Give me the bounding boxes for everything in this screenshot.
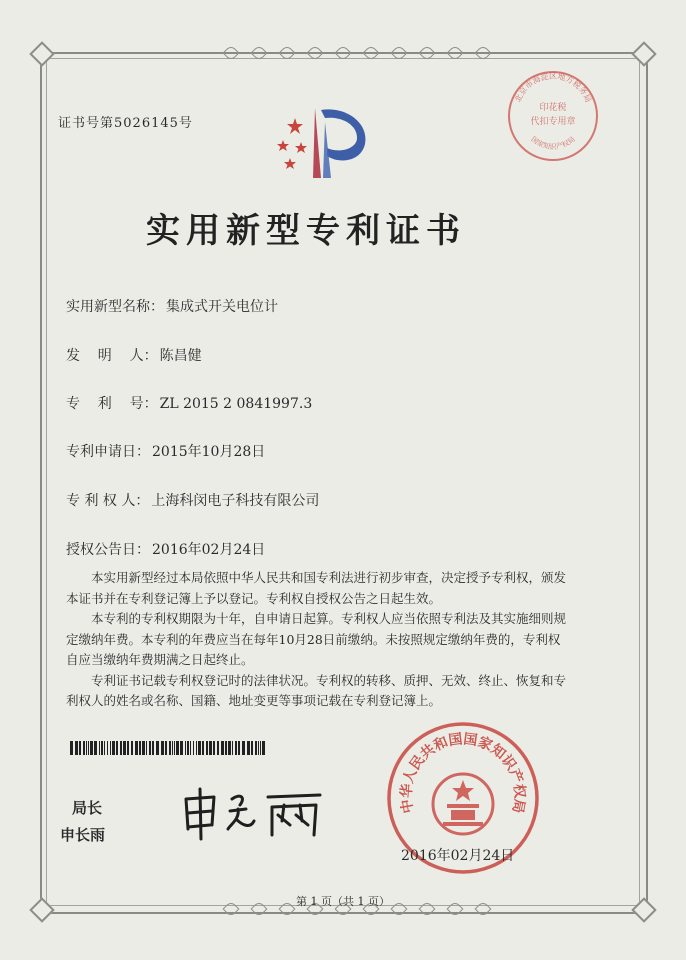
- barcode-bar: [120, 741, 122, 755]
- barcode-bar: [225, 741, 227, 755]
- svg-text:国家知识产权局: [529, 134, 576, 150]
- stamp-duty-seal: [503, 66, 603, 166]
- director-title: 局长: [72, 799, 103, 817]
- field-name: [66, 296, 278, 316]
- barcode-bar: [247, 741, 250, 755]
- barcode-bar: [187, 741, 189, 755]
- barcode-bar: [202, 741, 204, 755]
- barcode-bar: [99, 741, 100, 755]
- barcode-bar: [101, 741, 103, 755]
- border-inner-frame: [46, 58, 640, 906]
- barcode-bar: [262, 741, 265, 755]
- barcode-bar: [116, 741, 118, 755]
- barcode-bar: [107, 741, 108, 755]
- field-value: 2015年10月28日: [152, 444, 266, 460]
- barcode-bar: [86, 741, 87, 755]
- page-footer: 第 1 页（共 1 页）: [296, 895, 390, 908]
- barcode-bar: [213, 741, 215, 755]
- barcode-bar: [152, 741, 154, 755]
- barcode-bar: [127, 741, 129, 755]
- barcode-bar: [112, 741, 115, 755]
- stamp-arc-text: 北京市海淀区地方税务局: [513, 71, 593, 104]
- barcode-bar: [172, 741, 173, 755]
- barcode-bar: [165, 741, 167, 755]
- certificate-title: 实用新型专利证书: [146, 211, 466, 251]
- barcode-bar: [79, 741, 81, 755]
- barcode-bar: [196, 741, 197, 755]
- field-patent-number: [66, 393, 312, 413]
- barcode-bar: [135, 741, 138, 755]
- barcode-bar: [198, 741, 201, 755]
- barcode-bar: [251, 741, 253, 755]
- svg-text:北京市海淀区地方税务局: [512, 71, 593, 104]
- barcode-bar: [131, 741, 133, 755]
- certificate-number: 证书号第5026145号: [58, 116, 193, 131]
- field-grant-date: [66, 539, 265, 559]
- field-value: 集成式开关电位计: [166, 299, 278, 315]
- barcode-bar: [123, 741, 126, 755]
- barcode-bar: [232, 741, 233, 755]
- barcode-bar: [146, 741, 147, 755]
- body-paragraph: 专利证书记载专利权登记时的法律状况。专利权的转移、质押、无效、终止、恢复和专利权人的姓名或名称、国籍、地址变更等事项记载在专利登记簿上。: [66, 672, 567, 708]
- barcode-bar: [142, 741, 145, 755]
- barcode-bar: [190, 741, 191, 755]
- field-value: ZL 2015 2 0841997.3: [159, 396, 313, 412]
- field-label: 专 利 权 人：: [66, 493, 150, 509]
- patent-office-logo: [265, 100, 375, 185]
- barcode-bar: [161, 741, 164, 755]
- field-patentee: [66, 490, 319, 510]
- body-paragraph: 本实用新型经过本局依照中华人民共和国专利法进行初步审查，决定授予专利权，颁发本证书并在专利登记簿上予以登记。专利权自授权公告之日起生效。: [66, 570, 567, 606]
- field-inventor: [66, 345, 202, 365]
- barcode-bar: [185, 741, 186, 755]
- barcode-bar: [75, 741, 78, 755]
- barcode-bar: [206, 741, 208, 755]
- barcode-bar: [235, 741, 237, 755]
- barcode-bar: [169, 741, 171, 755]
- barcode-bar: [174, 741, 175, 755]
- field-value: 陈昌健: [159, 348, 202, 364]
- seal-date: 2016年02月24日: [401, 848, 515, 864]
- field-label: 专 利 号：: [66, 396, 158, 412]
- seal-arc-text: 中华人民共和国国家知识产权局: [398, 731, 528, 815]
- barcode-bar: [70, 741, 73, 755]
- barcode-bar: [104, 741, 105, 755]
- barcode-bar: [176, 741, 179, 755]
- barcode-bar: [255, 741, 257, 755]
- barcode-bar: [258, 741, 259, 755]
- barcode-bar: [242, 741, 245, 755]
- barcode-bar: [149, 741, 151, 755]
- director-name: 申长雨: [60, 826, 106, 844]
- barcode: [70, 741, 266, 755]
- certificate-body: [66, 568, 566, 712]
- barcode-bar: [180, 741, 183, 755]
- body-paragraph: 本专利的专利权期限为十年，自申请日起算。专利权人应当依照专利法及其实施细则规定缴纳年费。本专利的年费应当在每年10月28日前缴纳。未按照规定缴纳年费的，专利权自应当缴纳年费期满之日起终止。: [66, 611, 567, 667]
- field-label: 授权公告日：: [66, 542, 150, 558]
- barcode-bar: [217, 741, 219, 755]
- barcode-bar: [110, 741, 111, 755]
- director-signature: [180, 785, 330, 845]
- stamp-line: 代扣专用章: [530, 117, 576, 127]
- border-ornament-top: [225, 47, 489, 59]
- stamp-arc-text: 国家知识产权局: [529, 135, 577, 151]
- barcode-bar: [228, 741, 231, 755]
- barcode-bar: [139, 741, 141, 755]
- stamp-line: 印花税: [539, 103, 567, 113]
- field-value: 2016年02月24日: [152, 542, 266, 558]
- barcode-bar: [260, 741, 261, 755]
- barcode-bar: [90, 741, 93, 755]
- barcode-bar: [88, 741, 89, 755]
- barcode-bar: [156, 741, 159, 755]
- barcode-bar: [83, 741, 85, 755]
- field-application-date: [66, 441, 265, 461]
- barcode-bar: [238, 741, 240, 755]
- field-value: 上海科闵电子科技有限公司: [151, 493, 320, 509]
- barcode-bar: [94, 741, 97, 755]
- field-label: 实用新型名称：: [66, 299, 164, 315]
- barcode-bar: [193, 741, 194, 755]
- barcode-bar: [221, 741, 224, 755]
- svg-text:中华人民共和国国家知识产权局: [398, 730, 529, 814]
- barcode-bar: [209, 741, 212, 755]
- field-label: 专利申请日：: [66, 444, 150, 460]
- field-label: 发 明 人：: [66, 348, 158, 364]
